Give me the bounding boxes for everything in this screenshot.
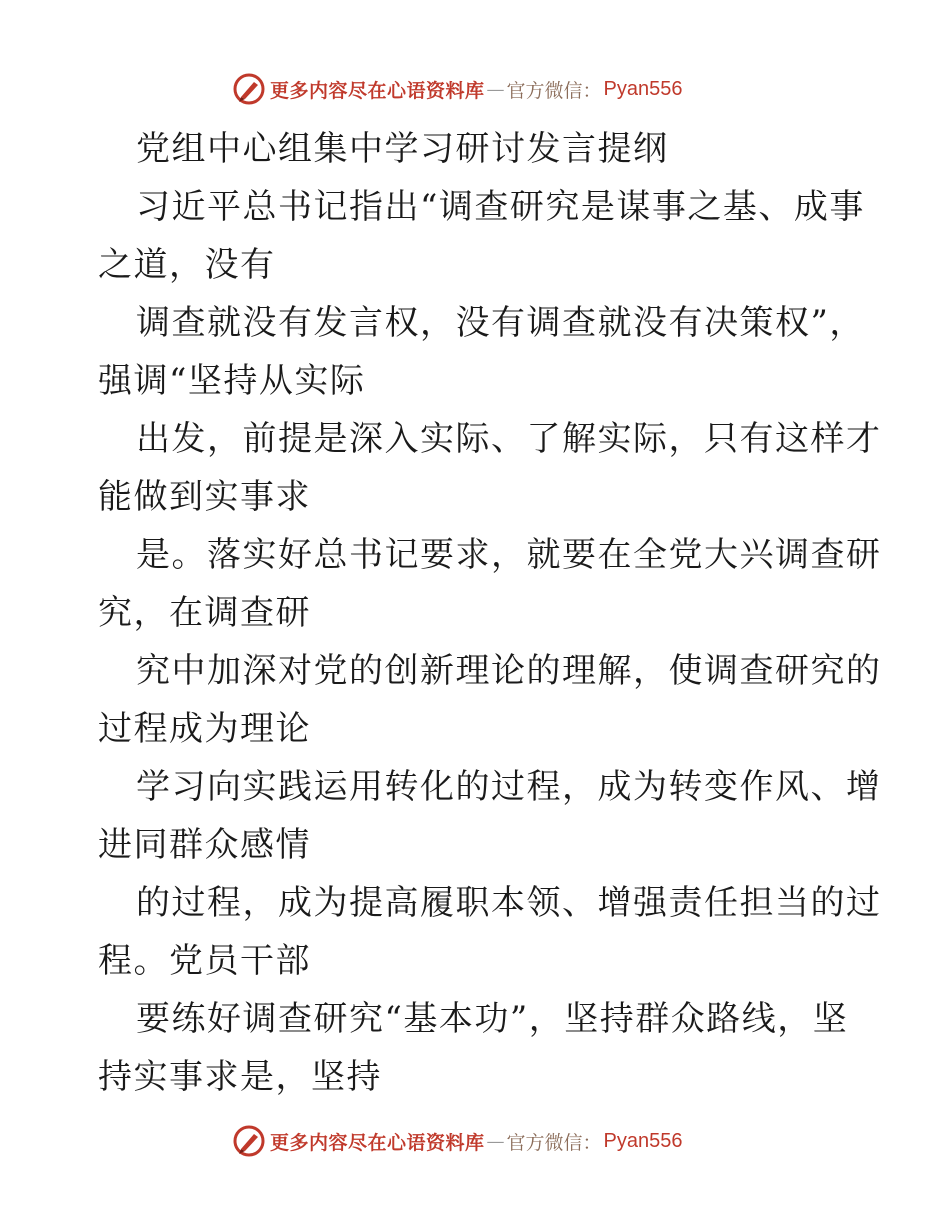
text-line: 强调“坚持从实际 xyxy=(98,361,366,401)
document-body xyxy=(98,120,882,1106)
pen-logo-icon xyxy=(232,72,266,106)
text-line: 究，在调查研 xyxy=(98,593,311,633)
text-line: 要练好调查研究“基本功”，坚持群众路线，坚 xyxy=(136,999,849,1039)
text-line: 究中加深对党的创新理论的理解，使调查研究的 xyxy=(136,651,882,691)
watermark-wechat-label: 官方微信： xyxy=(506,79,602,102)
text-line: 过程成为理论 xyxy=(98,709,311,749)
document-title: 党组中心组集中学习研讨发言提纲 xyxy=(136,129,669,169)
text-line: 进同群众感情 xyxy=(98,825,311,865)
header-watermark xyxy=(232,72,683,106)
text-line: 出发，前提是深入实际、了解实际，只有这样才 xyxy=(136,419,882,459)
watermark-site-text: 更多内容尽在心语资料库 xyxy=(270,1131,485,1154)
text-line: 调查就没有发言权，没有调查就没有决策权”， xyxy=(136,303,865,343)
text-line: 程。党员干部 xyxy=(98,941,311,981)
text-line: 持实事求是，坚持 xyxy=(98,1057,382,1097)
text-line: 习近平总书记指出“调查研究是谋事之基、成事 xyxy=(136,187,865,227)
watermark-dash: — xyxy=(486,78,505,100)
watermark-wechat-id: Pyan556 xyxy=(603,77,683,100)
text-line: 的过程，成为提高履职本领、增强责任担当的过 xyxy=(136,883,882,923)
watermark-site-text: 更多内容尽在心语资料库 xyxy=(270,79,485,102)
footer-watermark xyxy=(232,1124,683,1158)
pen-logo-icon xyxy=(232,1124,266,1158)
text-line: 能做到实事求 xyxy=(98,477,311,517)
watermark-dash: — xyxy=(486,1130,505,1152)
watermark-wechat-id: Pyan556 xyxy=(603,1129,683,1152)
watermark-wechat-label: 官方微信： xyxy=(506,1131,602,1154)
text-line: 学习向实践运用转化的过程，成为转变作风、增 xyxy=(136,767,882,807)
text-line: 是。落实好总书记要求，就要在全党大兴调查研 xyxy=(136,535,882,575)
text-line: 之道，没有 xyxy=(98,245,276,285)
